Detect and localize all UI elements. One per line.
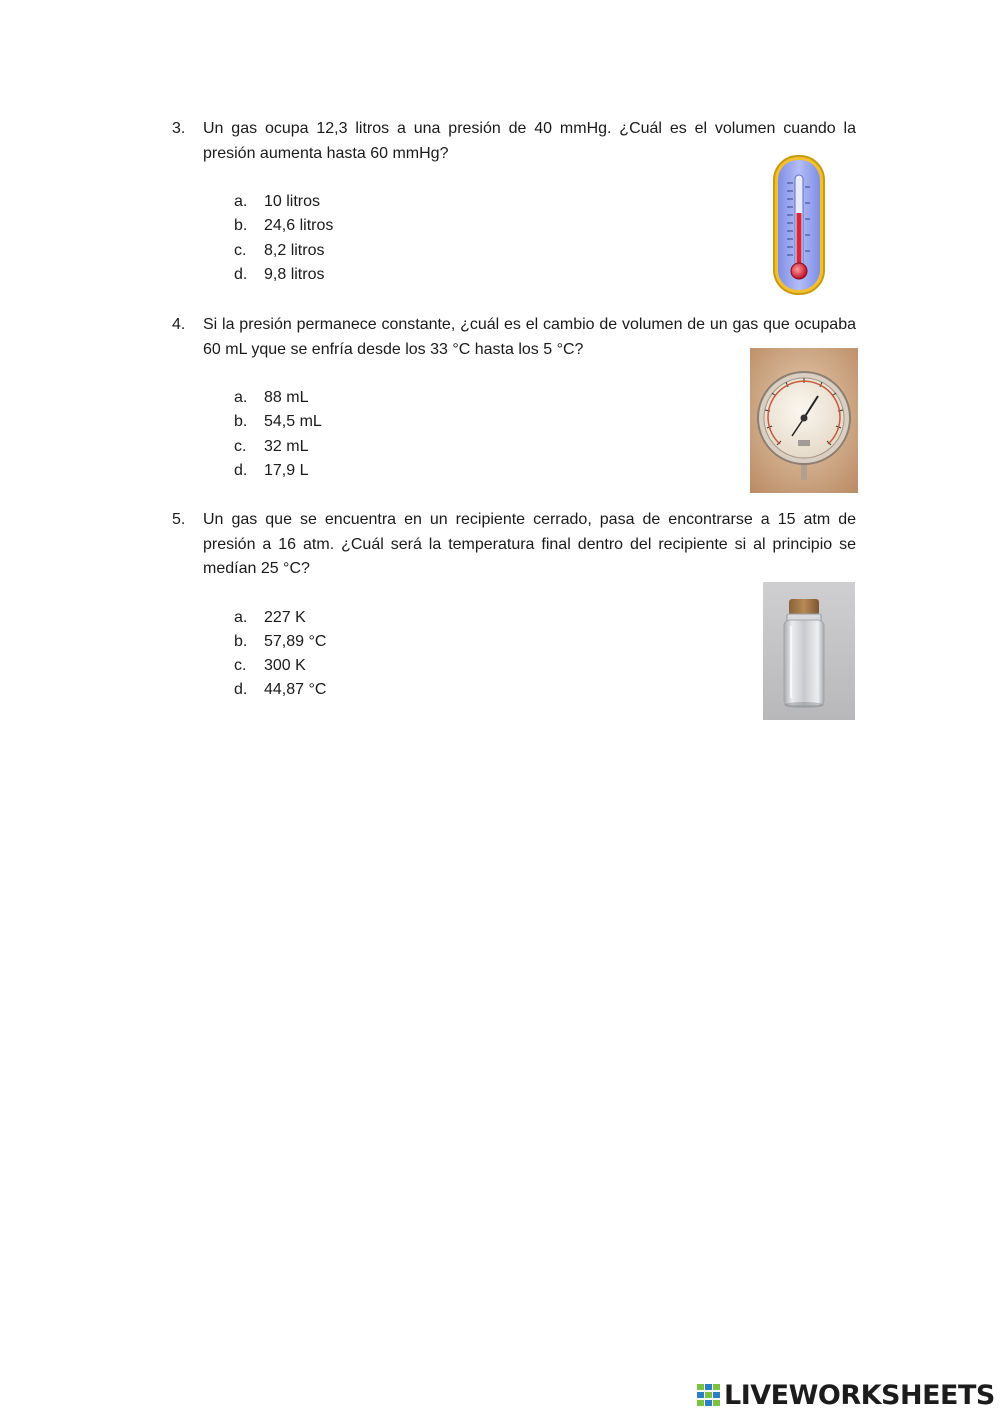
option-text: 57,89 °C <box>264 632 327 650</box>
thermometer-image <box>773 155 825 295</box>
option-b[interactable] <box>234 214 856 238</box>
question-number: 3. <box>172 120 186 137</box>
option-letter: c. <box>234 437 247 455</box>
question-5 <box>172 508 856 703</box>
option-letter: b. <box>234 217 248 235</box>
option-d[interactable] <box>234 263 856 287</box>
option-letter: d. <box>234 681 248 699</box>
question-text: Un gas que se encuentra en un recipiente cerrado, pasa de encontrarse a 15 atm de presión a 16 atm. ¿Cuál será la temperatura final dentro del recipiente si al principio se medían 25 °C? <box>203 511 856 577</box>
option-text: 88 mL <box>264 389 309 406</box>
options-list <box>234 190 856 287</box>
question-text: Un gas ocupa 12,3 litros a una presión de 40 mmHg. ¿Cuál es el volumen cuando la presión aumenta hasta 60 mmHg? <box>203 120 856 162</box>
corked-vial-image <box>763 582 855 720</box>
logo-text: LIVEWORKSHEETS <box>724 1379 995 1411</box>
option-letter: a. <box>234 389 248 406</box>
option-text: 32 mL <box>264 437 309 455</box>
pressure-gauge-image <box>750 348 858 493</box>
question-text: Si la presión permanece constante, ¿cuál es el cambio de volumen de un gas que ocupaba 60 mL yque se enfría desde los 33 °C hasta los 5 °C? <box>203 316 856 358</box>
option-text: 44,87 °C <box>264 681 327 699</box>
option-letter: c. <box>234 657 247 675</box>
option-a[interactable] <box>234 190 856 214</box>
option-letter: a. <box>234 608 248 626</box>
option-text: 8,2 litros <box>264 241 325 259</box>
option-text: 9,8 litros <box>264 265 325 283</box>
option-letter: d. <box>234 265 248 283</box>
option-text: 300 K <box>264 657 306 675</box>
option-c[interactable] <box>234 239 856 263</box>
question-3 <box>172 117 856 287</box>
option-letter: b. <box>234 413 248 431</box>
option-text: 17,9 L <box>264 461 309 479</box>
liveworksheets-logo-icon <box>697 1383 721 1407</box>
option-letter: b. <box>234 632 248 650</box>
option-text: 24,6 litros <box>264 217 334 235</box>
liveworksheets-logo <box>697 1378 995 1412</box>
option-letter: d. <box>234 461 248 479</box>
option-text: 227 K <box>264 608 306 626</box>
question-number: 5. <box>172 511 186 528</box>
option-text: 10 litros <box>264 193 321 210</box>
question-number: 4. <box>172 316 186 333</box>
option-letter: a. <box>234 193 248 210</box>
option-text: 54,5 mL <box>264 413 322 431</box>
option-letter: c. <box>234 241 247 259</box>
